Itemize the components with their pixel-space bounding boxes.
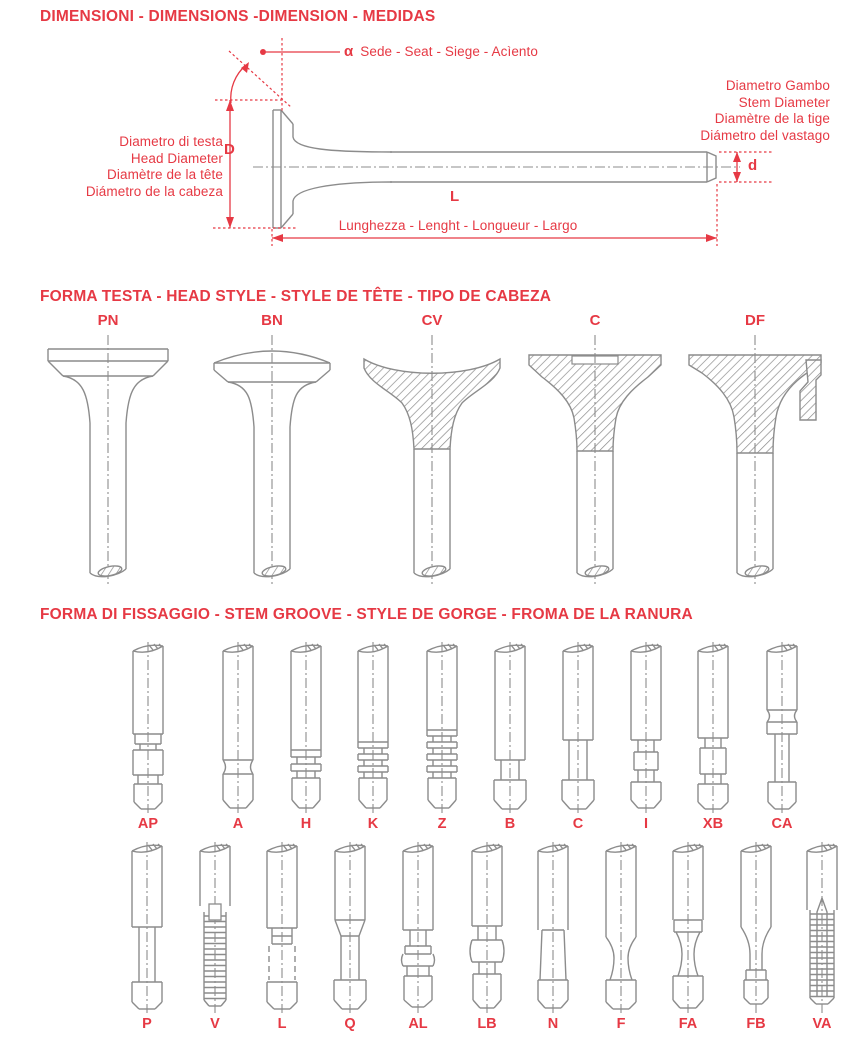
head-diameter-line: Diamètre de la tête (107, 167, 223, 182)
head-style-label: DF (745, 312, 765, 329)
head-diameter-line: Diámetro de la cabeza (85, 183, 223, 199)
stem-drawing-C (544, 642, 612, 814)
stem-diameter-line: Diamètre de la tige (714, 111, 830, 126)
head-style-figure-C (513, 312, 677, 591)
length-symbol: L (450, 188, 460, 205)
head-diameter-line: Diametro di testa (119, 134, 223, 149)
stem-figure-AL (384, 842, 452, 1032)
stem-drawing-VA (788, 842, 856, 1014)
stem-label: AP (137, 816, 159, 832)
stem-drawing-CA (748, 642, 816, 814)
head-diameter-line: Head Diameter (130, 150, 223, 166)
stem-label: AL (408, 1016, 428, 1032)
stem-figure-Z (408, 642, 476, 832)
stem-label: VA (812, 1016, 832, 1032)
stem-drawing-FA (654, 842, 722, 1014)
stem-figure-F (587, 842, 655, 1032)
stem-figure-CA (748, 642, 816, 832)
stem-diameter-label-block (700, 78, 830, 144)
stem-figure-XB (679, 642, 747, 832)
stem-drawing-H (272, 642, 340, 814)
stem-figure-V (181, 842, 249, 1032)
stem-drawing-A (204, 642, 272, 814)
stem-drawing-F (587, 842, 655, 1014)
length-label: Lunghezza - Lenght - Longueur - Largo (338, 218, 578, 233)
head-style-label: PN (97, 312, 119, 329)
head-style-label: BN (261, 312, 283, 329)
stem-label: F (616, 1016, 626, 1032)
stem-figure-K (339, 642, 407, 832)
head-diameter-label-block (86, 134, 223, 200)
stem-drawing-XB (679, 642, 747, 814)
stem-label: C (572, 816, 584, 832)
stem-label: I (643, 816, 649, 832)
stem-label: Z (437, 816, 447, 832)
stem-drawing-LB (453, 842, 521, 1014)
stem-drawing-V (181, 842, 249, 1014)
seat-angle-annotation (344, 43, 538, 61)
stem-figure-Q (316, 842, 384, 1032)
stem-figure-A (204, 642, 272, 832)
stem-label: XB (702, 816, 724, 832)
seat-angle-symbol: α (344, 43, 354, 60)
stem-label: FB (746, 1016, 766, 1032)
head-diameter-symbol: D (224, 141, 235, 158)
head-style-figure-CV (350, 312, 514, 591)
stem-figure-I (612, 642, 680, 832)
head-style-figure-PN (26, 312, 190, 591)
stem-diameter-line: Stem Diameter (738, 94, 830, 110)
stem-diameter-symbol: d (748, 157, 758, 174)
stem-drawing-L (248, 842, 316, 1014)
stem-diameter-line: Diámetro del vastago (700, 127, 830, 143)
dimensions-section-title: DIMENSIONI - DIMENSIONS -DIMENSION - MEDIDAS (40, 8, 436, 25)
stem-label: LB (477, 1016, 497, 1032)
stem-figure-FB (722, 842, 790, 1032)
stem-label: A (232, 816, 244, 832)
head-style-drawing-C (513, 333, 677, 591)
stem-label: N (547, 1016, 559, 1032)
stem-drawing-AL (384, 842, 452, 1014)
stem-label: K (367, 816, 379, 832)
stem-figure-FA (654, 842, 722, 1032)
stem-drawing-P (113, 842, 181, 1014)
stem-drawing-B (476, 642, 544, 814)
stem-figure-P (113, 842, 181, 1032)
stem-figure-L (248, 842, 316, 1032)
stem-drawing-AP (114, 642, 182, 814)
stem-drawing-Z (408, 642, 476, 814)
stem-figure-LB (453, 842, 521, 1032)
stem-figure-AP (114, 642, 182, 832)
stem-drawing-FB (722, 842, 790, 1014)
stem-figure-H (272, 642, 340, 832)
stem-groove-section-title: FORMA DI FISSAGGIO - STEM GROOVE - STYLE DE GORGE - FROMA DE LA RANURA (40, 606, 693, 623)
stem-label: P (142, 1016, 152, 1032)
stem-label: H (300, 816, 312, 832)
stem-figure-N (519, 842, 587, 1032)
stem-drawing-Q (316, 842, 384, 1014)
head-style-drawing-PN (26, 333, 190, 591)
seat-angle-label: Sede - Seat - Siege - Acìento (360, 44, 538, 59)
stem-diameter-line: Diametro Gambo (725, 78, 830, 93)
head-style-drawing-DF (673, 333, 837, 591)
stem-label: V (210, 1016, 220, 1032)
stem-drawing-I (612, 642, 680, 814)
stem-figure-B (476, 642, 544, 832)
stem-label: B (504, 816, 516, 832)
stem-label: CA (771, 816, 793, 832)
stem-figure-C (544, 642, 612, 832)
head-style-label: CV (421, 312, 443, 329)
stem-drawing-K (339, 642, 407, 814)
stem-label: Q (344, 1016, 356, 1032)
head-style-figure-BN (190, 312, 354, 591)
stem-label: L (277, 1016, 287, 1032)
stem-label: FA (678, 1016, 698, 1032)
stem-drawing-N (519, 842, 587, 1014)
head-style-drawing-CV (350, 333, 514, 591)
head-style-drawing-BN (190, 333, 354, 591)
head-style-section-title: FORMA TESTA - HEAD STYLE - STYLE DE TÊTE - TIPO DE CABEZA (40, 288, 552, 305)
head-style-figure-DF (673, 312, 837, 591)
stem-figure-VA (788, 842, 856, 1032)
head-style-label: C (589, 312, 601, 329)
